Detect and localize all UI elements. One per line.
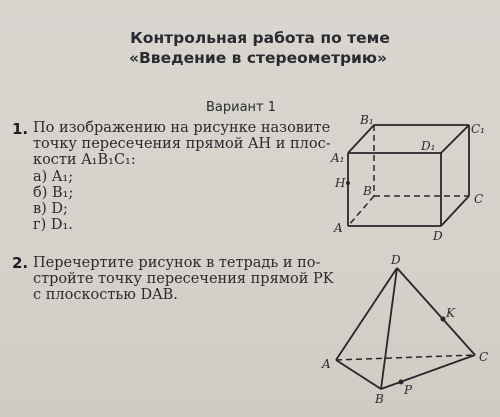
question-2-line-1: Перечертите рисунок в тетрадь и по-	[33, 255, 321, 271]
label-A1: A₁	[331, 151, 345, 165]
tetra-edge-DA	[336, 268, 397, 360]
variant-label: Вариант 1	[206, 100, 277, 115]
label-A-tetra: A	[322, 357, 331, 371]
label-B-tetra: B	[375, 392, 384, 406]
tetra-hidden-edge-AC	[336, 355, 475, 360]
question-1-option-b: б) B₁;	[33, 185, 74, 201]
question-1-option-a: а) A₁;	[33, 169, 74, 185]
tetra-edge-AB	[336, 360, 381, 389]
label-D1: D₁	[421, 139, 436, 153]
question-1-line-3: кости A₁B₁C₁:	[33, 152, 136, 168]
title-line-2: «Введение в стереометрию»	[128, 49, 387, 67]
question-1-option-d: г) D₁.	[33, 217, 73, 233]
label-K: K	[446, 306, 455, 320]
question-1-number: 1.	[12, 120, 29, 138]
label-H: H	[335, 176, 346, 190]
tetra-edge-BC	[381, 355, 475, 389]
label-C: C	[474, 192, 484, 206]
question-2-number: 2.	[12, 254, 29, 272]
label-C-tetra: C	[479, 350, 489, 364]
title-line-1: Контрольная работа по теме	[130, 29, 390, 47]
question-2-line-2: стройте точку пересечения прямой PK	[33, 271, 334, 287]
point-P	[399, 380, 404, 385]
label-D: D	[433, 229, 443, 243]
label-B1: B₁	[360, 113, 374, 127]
question-1-line-2: точку пересечения прямой AH и плос-	[33, 136, 331, 152]
tetra-edge-DC	[397, 268, 475, 355]
question-1-option-c: в) D;	[33, 201, 68, 217]
label-P: P	[404, 383, 413, 397]
question-2-line-3: с плоскостью DAB.	[33, 287, 178, 303]
label-D-tetra: D	[391, 253, 401, 267]
label-B: B	[363, 184, 372, 198]
point-K	[441, 317, 446, 322]
label-C1: C₁	[471, 122, 485, 136]
tetra-edge-DB	[381, 268, 397, 389]
label-A: A	[334, 221, 343, 235]
question-1-line-1: По изображению на рисунке назовите	[33, 120, 331, 136]
